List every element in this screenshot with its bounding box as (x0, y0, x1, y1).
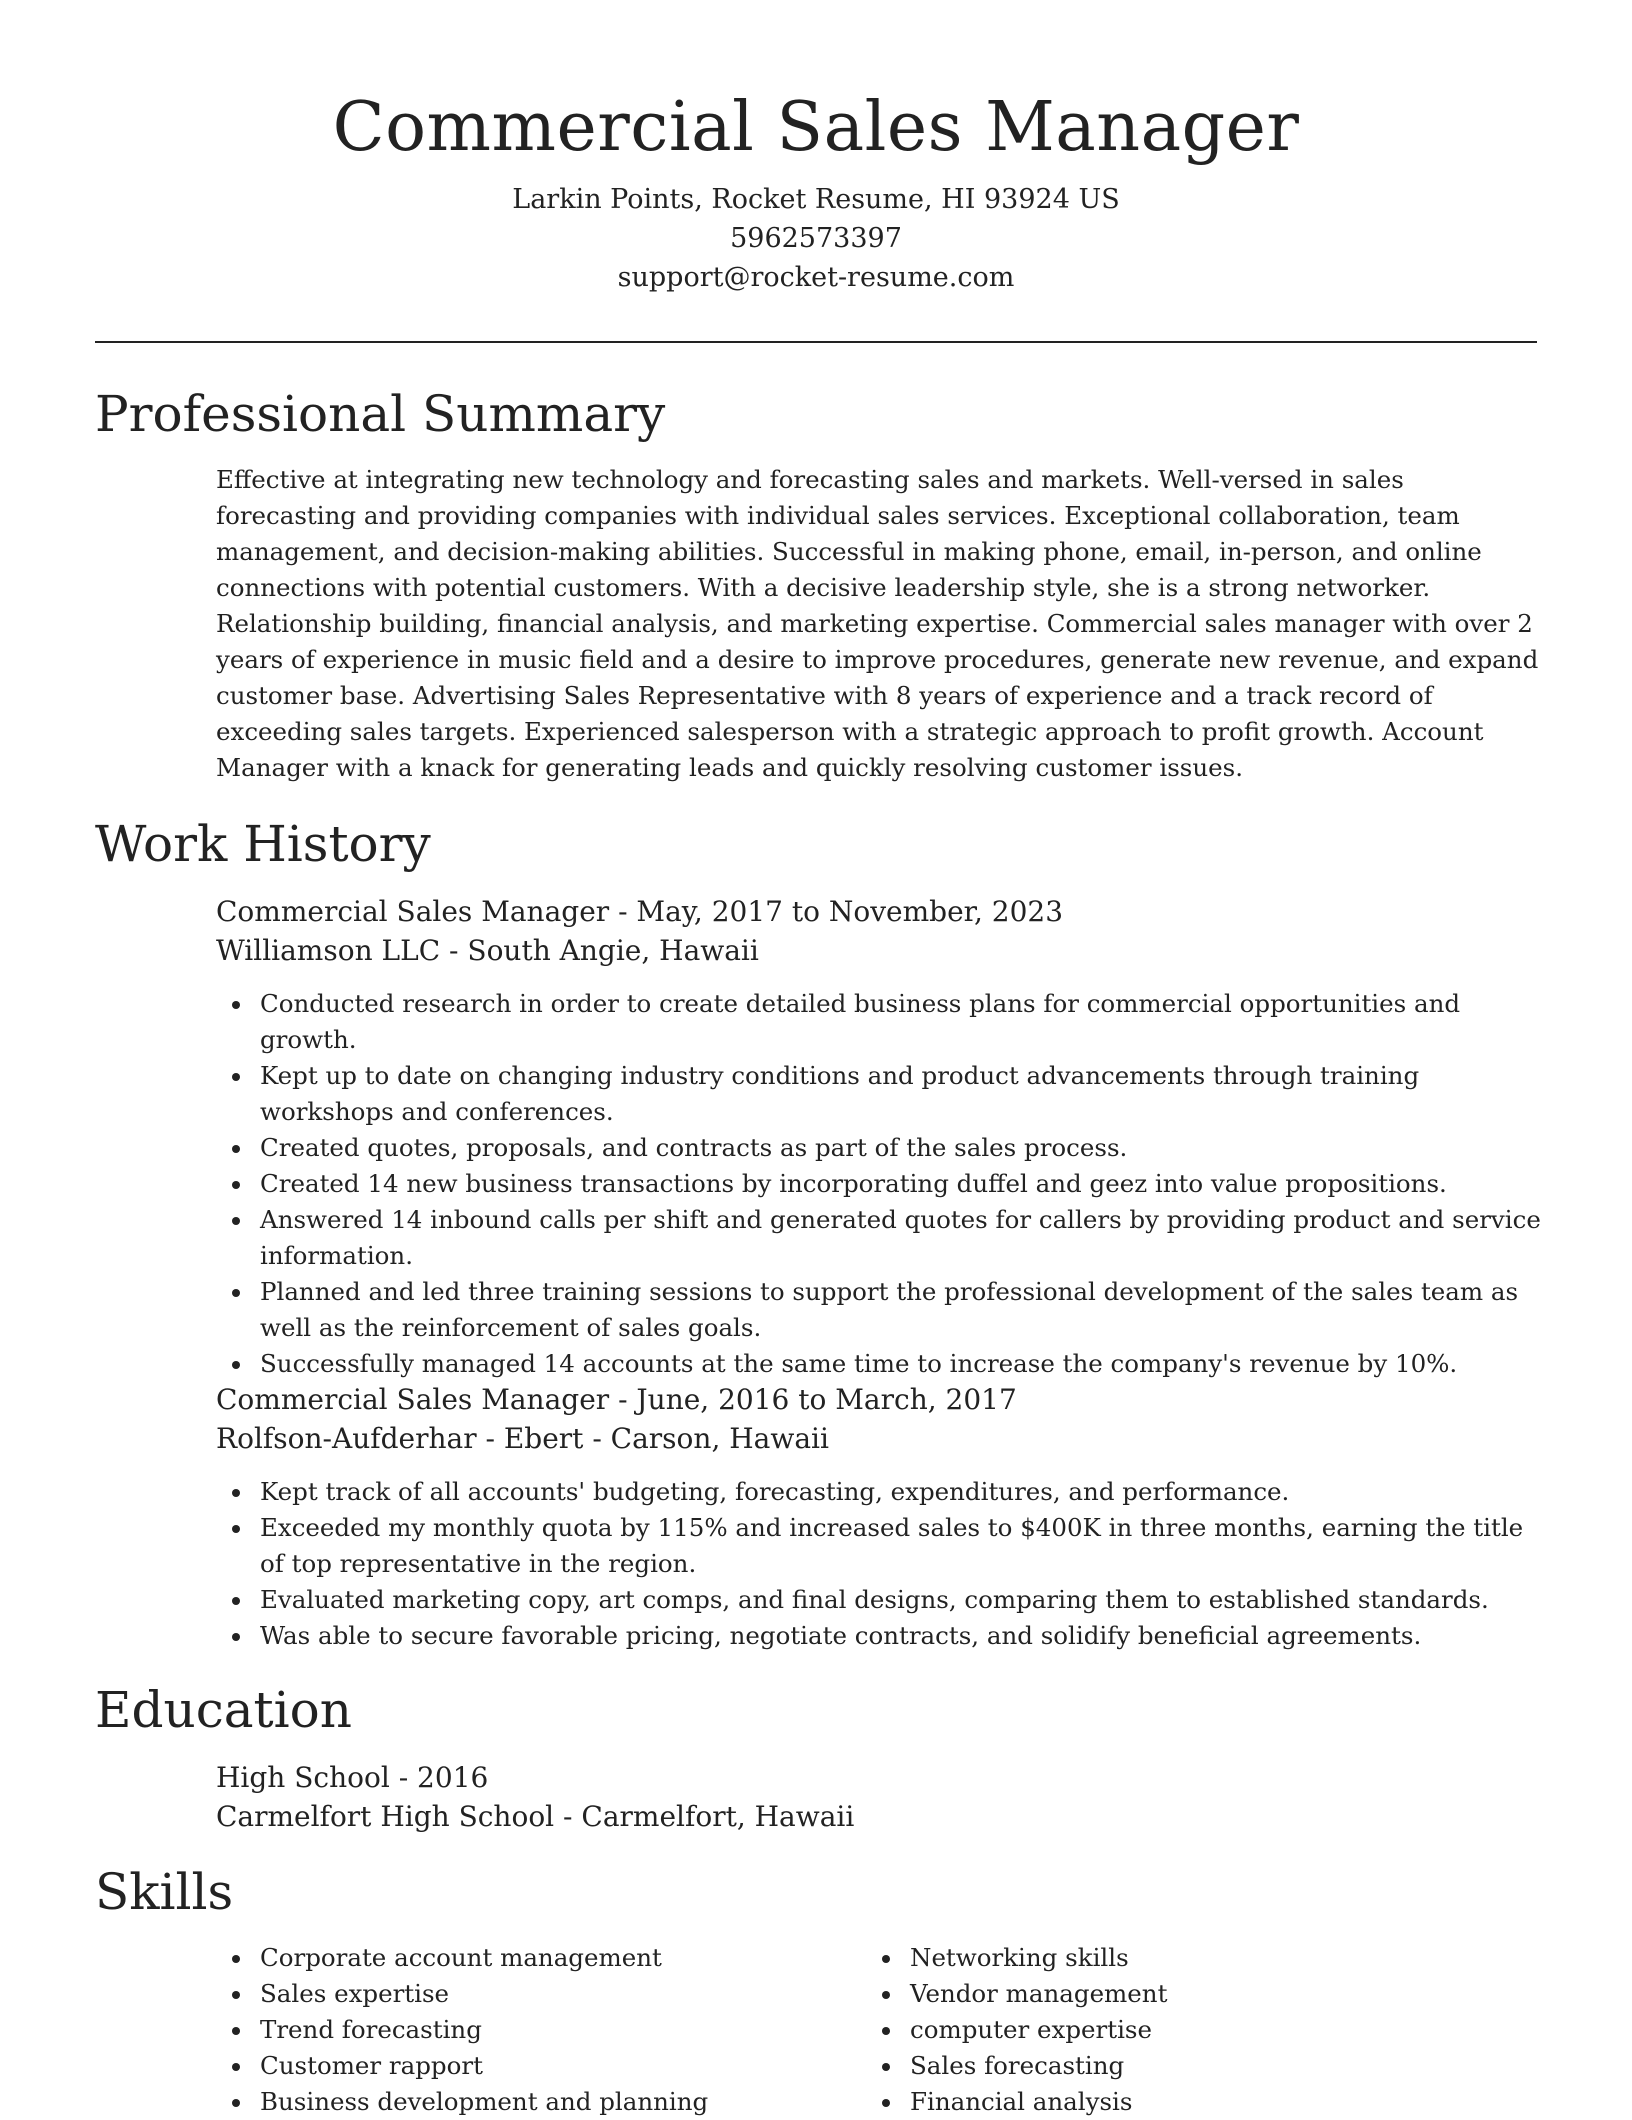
skill-item: Sales expertise (216, 1976, 856, 2012)
list-item: Created 14 new business transactions by incorporating duffel and geez into value propositions. (216, 1166, 1541, 1202)
skill-item: Vendor management (866, 1976, 1506, 2012)
list-item: Kept up to date on changing industry conditions and product advancements through training workshops and conferences. (216, 1058, 1541, 1130)
education-school: Carmelfort High School (216, 1800, 555, 1833)
job-company-line (216, 1419, 1541, 1458)
education-entry (216, 1758, 1541, 1836)
resume-title: Commercial Sales Manager (332, 88, 1300, 167)
education-year: - 2016 (389, 1761, 489, 1794)
list-item: Successfully managed 14 accounts at the same time to increase the company's revenue by 10%. (216, 1346, 1541, 1382)
skill-item: Sales forecasting (866, 2048, 1506, 2084)
job-title: Commercial Sales Manager (216, 895, 610, 928)
skill-item: Corporate account management (216, 1940, 856, 1976)
job-location: - Carson, Hawaii (583, 1422, 829, 1455)
job-title-line (216, 1380, 1541, 1419)
header-divider (95, 341, 1537, 343)
list-item: Answered 14 inbound calls per shift and generated quotes for callers by providing product and service information. (216, 1202, 1541, 1274)
job-company: Rolfson-Aufderhar - Ebert (216, 1422, 584, 1455)
job-title-line (216, 892, 1541, 931)
summary-text: Effective at integrating new technology and forecasting sales and markets. Well-versed in sales forecasting and providing companies with individual sales services. Exceptional collaboration, team management, and decision-making abilities. Successful in making phone, email, in-person, and online connections with potential customers. With a decisive leadership style, she is a strong networker. Relationship building, financial analysis, and marketing expertise. Commercial sales manager with over 2 years of experience in music field and a desire to improve procedures, generate new revenue, and expand customer base. Advertising Sales Representative with 8 years of experience and a track record of exceeding sales targets. Experienced salesperson with a strategic approach to profit growth. Account Manager with a knack for generating leads and quickly resolving customer issues. (216, 465, 1539, 782)
education-degree-line (216, 1758, 1541, 1797)
education-degree: High School (216, 1761, 390, 1794)
skill-item: Networking skills (866, 1940, 1506, 1976)
job-location: - South Angie, Hawaii (440, 934, 759, 967)
job-bullets (216, 986, 1541, 1382)
list-item: Conducted research in order to create detailed business plans for commercial opportunities and growth. (216, 986, 1541, 1058)
contact-address: Larkin Points, Rocket Resume, HI 93924 US (512, 184, 1120, 215)
skills-list-left (216, 1940, 856, 2120)
list-item: Exceeded my monthly quota by 115% and increased sales to $400K in three months, earning the title of top representative in the region. (216, 1510, 1541, 1582)
resume-header (95, 86, 1537, 297)
job-company-line (216, 931, 1541, 970)
job-company: Williamson LLC (216, 934, 441, 967)
list-item: Was able to secure favorable pricing, negotiate contracts, and solidify beneficial agreements. (216, 1618, 1541, 1654)
list-item: Planned and led three training sessions to support the professional development of the sales team as well as the reinforcement of sales goals. (216, 1274, 1541, 1346)
education-school-line (216, 1797, 1541, 1836)
skill-item: Trend forecasting (216, 2012, 856, 2048)
list-item: Kept track of all accounts' budgeting, forecasting, expenditures, and performance. (216, 1474, 1541, 1510)
list-item: Evaluated marketing copy, art comps, and final designs, comparing them to established standards. (216, 1582, 1541, 1618)
section-title-summary: Professional Summary (95, 385, 666, 443)
summary-block (216, 462, 1541, 786)
section-title-work-history: Work History (95, 815, 431, 873)
education-location: - Carmelfort, Hawaii (554, 1800, 855, 1833)
job-title: Commercial Sales Manager (216, 1383, 610, 1416)
skills-list-right (866, 1940, 1506, 2120)
section-title-education: Education (95, 1681, 352, 1739)
job-bullets (216, 1474, 1541, 1654)
skill-item: Financial analysis (866, 2084, 1506, 2120)
job-dates: - May, 2017 to November, 2023 (609, 895, 1064, 928)
list-item: Created quotes, proposals, and contracts as part of the sales process. (216, 1130, 1541, 1166)
job-entry (216, 1380, 1541, 1654)
job-dates: - June, 2016 to March, 2017 (609, 1383, 1017, 1416)
skill-item: Customer rapport (216, 2048, 856, 2084)
section-title-skills: Skills (95, 1863, 234, 1921)
job-entry (216, 892, 1541, 1382)
skill-item: computer expertise (866, 2012, 1506, 2048)
skill-item: Business development and planning (216, 2084, 856, 2120)
skills-block (216, 1940, 1541, 2116)
contact-phone: 5962573397 (730, 223, 902, 254)
contact-email: support@rocket-resume.com (617, 262, 1015, 293)
